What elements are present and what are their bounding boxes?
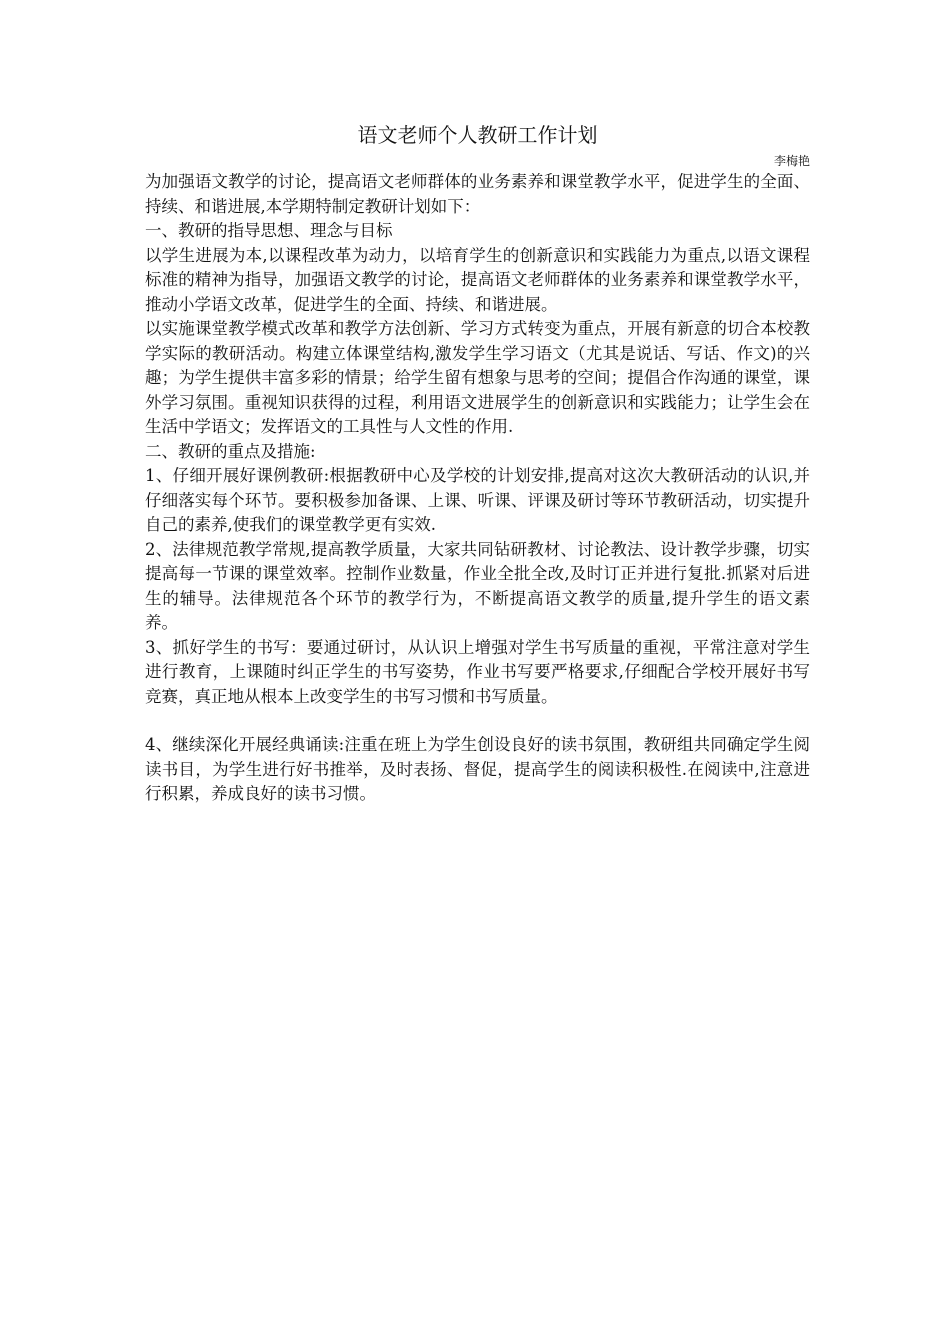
section-1-paragraph-2: 以实施课堂教学模式改革和教学方法创新、学习方式转变为重点，开展有新意的切合本校教学实际的教研活动。构建立体课堂结构,激发学生学习语文（尤其是说话、写话、作文)的兴趣；为学生提供丰富多彩的情景；给学生留有想象与思考的空间；提倡合作沟通的课堂，课外学习氛围。重视知识获得的过程，利用语文进展学生的创新意识和实践能力；让学生会在生活中学语文；发挥语文的工具性与人文性的作用.: [145, 319, 810, 436]
measure-item-1: 1、仔细开展好课例教研:根据教研中心及学校的计划安排,提高对这次大教研活动的认识,并仔细落实每个环节。要积极参加备课、上课、听课、评课及研讨等环节教研活动，切实提升自己的素养,使我们的课堂教学更有实效.: [145, 466, 810, 534]
blank-line: [145, 709, 810, 733]
document-title: 语文老师个人教研工作计划: [357, 123, 598, 147]
intro-paragraph: 为加强语文教学的讨论，提高语文老师群体的业务素养和课堂教学水平，促进学生的全面、持续、和谐进展,本学期特制定教研计划如下：: [145, 172, 810, 216]
section-1-paragraph-1: 以学生进展为本,以课程改革为动力，以培育学生的创新意识和实践能力为重点,以语文课程标准的精神为指导，加强语文教学的讨论，提高语文老师群体的业务素养和课堂教学水平，推动小学语文改革，促进学生的全面、持续、和谐进展。: [145, 245, 810, 314]
section-2-heading: 二、教研的重点及措施:: [145, 441, 316, 461]
document-author: 李梅艳: [773, 154, 810, 168]
document-page: [145, 120, 810, 807]
measure-item-3: 3、抓好学生的书写：要通过研讨，从认识上增强对学生书写质量的重视，平常注意对学生进行教育，上课随时纠正学生的书写姿势，作业书写要严格要求,仔细配合学校开展好书写竞赛，真正地从根本上改变学生的书写习惯和书写质量。: [145, 637, 810, 706]
section-1-heading: 一、教研的指导思想、理念与目标: [145, 221, 393, 240]
measure-item-4: 4、继续深化开展经典诵读:注重在班上为学生创设良好的读书氛围，教研组共同确定学生阅读书目，为学生进行好书推举，及时表扬、督促，提高学生的阅读积极性.在阅读中,注意进行积累，养成良好的读书习惯。: [145, 735, 810, 803]
measure-item-2: 2、法律规范教学常规,提高教学质量，大家共同钻研教材、讨论教法、设计教学步骤，切实提高每一节课的课堂效率。控制作业数量，作业全批全改,及时订正并进行复批.抓紧对后进生的辅导。法律规范各个环节的教学行为，不断提高语文教学的质量,提升学生的语文素养。: [145, 539, 810, 632]
